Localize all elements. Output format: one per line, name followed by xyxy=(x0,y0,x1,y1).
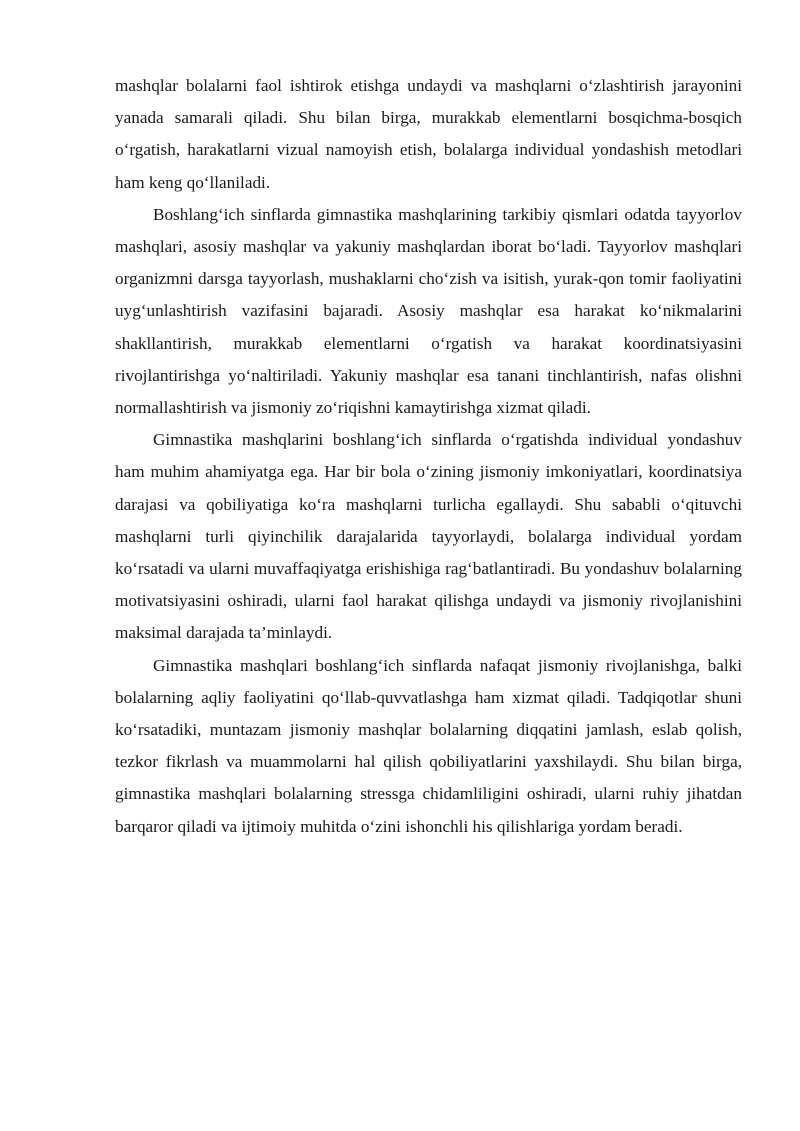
paragraph-cognitive-benefits: Gimnastika mashqlari boshlang‘ich sinflarda nafaqat jismoniy rivojlanishga, balki bolalarning aqliy faoliyatini qo‘llab-quvvatlashga ham xizmat qiladi. Tadqiqotlar shuni ko‘rsatadiki, muntazam jismoniy mashqlar bolalarning diqqatini jamlash, eslab qolish, tezkor fikrlash va muammolarni hal qilish qobiliyatlarini yaxshilaydi. Shu bilan birga, gimnastika mashqlari bolalarning stressga chidamliligini oshiradi, ularni ruhiy jihatdan barqaror qiladi va ijtimoiy muhitda o‘zini ishonchli his qilishlariga yordam beradi. xyxy=(115,655,742,836)
paragraph-individual-approach: Gimnastika mashqlarini boshlang‘ich sinflarda o‘rgatishda individual yondashuv ham muhim ahamiyatga ega. Har bir bola o‘zining jismoniy imkoniyatlari, koordinatsiya darajasi va qobiliyatiga ko‘ra mashqlarni turlicha egallaydi. Shu sababli o‘qituvchi mashqlarni turli qiyinchilik darajalarida tayyorlaydi, bolalarga individual yordam ko‘rsatadi va ularni muvaffaqiyatga erishishiga rag‘batlantiradi. Bu yondashuv bolalarning motivatsiyasini oshiradi, ularni faol harakat qilishga undaydi va jismoniy rivojlanishini maksimal darajada ta’minlaydi. xyxy=(115,430,742,643)
paragraph-continuation: mashqlar bolalarni faol ishtirok etishga undaydi va mashqlarni o‘zlashtirish jarayonini yanada samarali qiladi. Shu bilan birga, murakkab elementlarni bosqichma-bosqich o‘rgatish, harakatlarni vizual namoyish etish, bolalarga individual yondashish metodlari ham keng qo‘llaniladi. xyxy=(115,76,742,192)
document-page xyxy=(115,70,742,843)
paragraph-exercise-structure: Boshlang‘ich sinflarda gimnastika mashqlarining tarkibiy qismlari odatda tayyorlov mashqlari, asosiy mashqlar va yakuniy mashqlardan iborat bo‘ladi. Tayyorlov mashqlari organizmni darsga tayyorlash, mushaklarni cho‘zish va isitish, yurak-qon tomir faoliyatini uyg‘unlashtirish vazifasini bajaradi. Asosiy mashqlar esa harakat ko‘nikmalarini shakllantirish, murakkab elementlarni o‘rgatish va harakat koordinatsiyasini rivojlantirishga yo‘naltiriladi. Yakuniy mashqlar esa tanani tinchlantirish, nafas olishni normallashtirish va jismoniy zo‘riqishni kamaytirishga xizmat qiladi. xyxy=(115,204,742,418)
